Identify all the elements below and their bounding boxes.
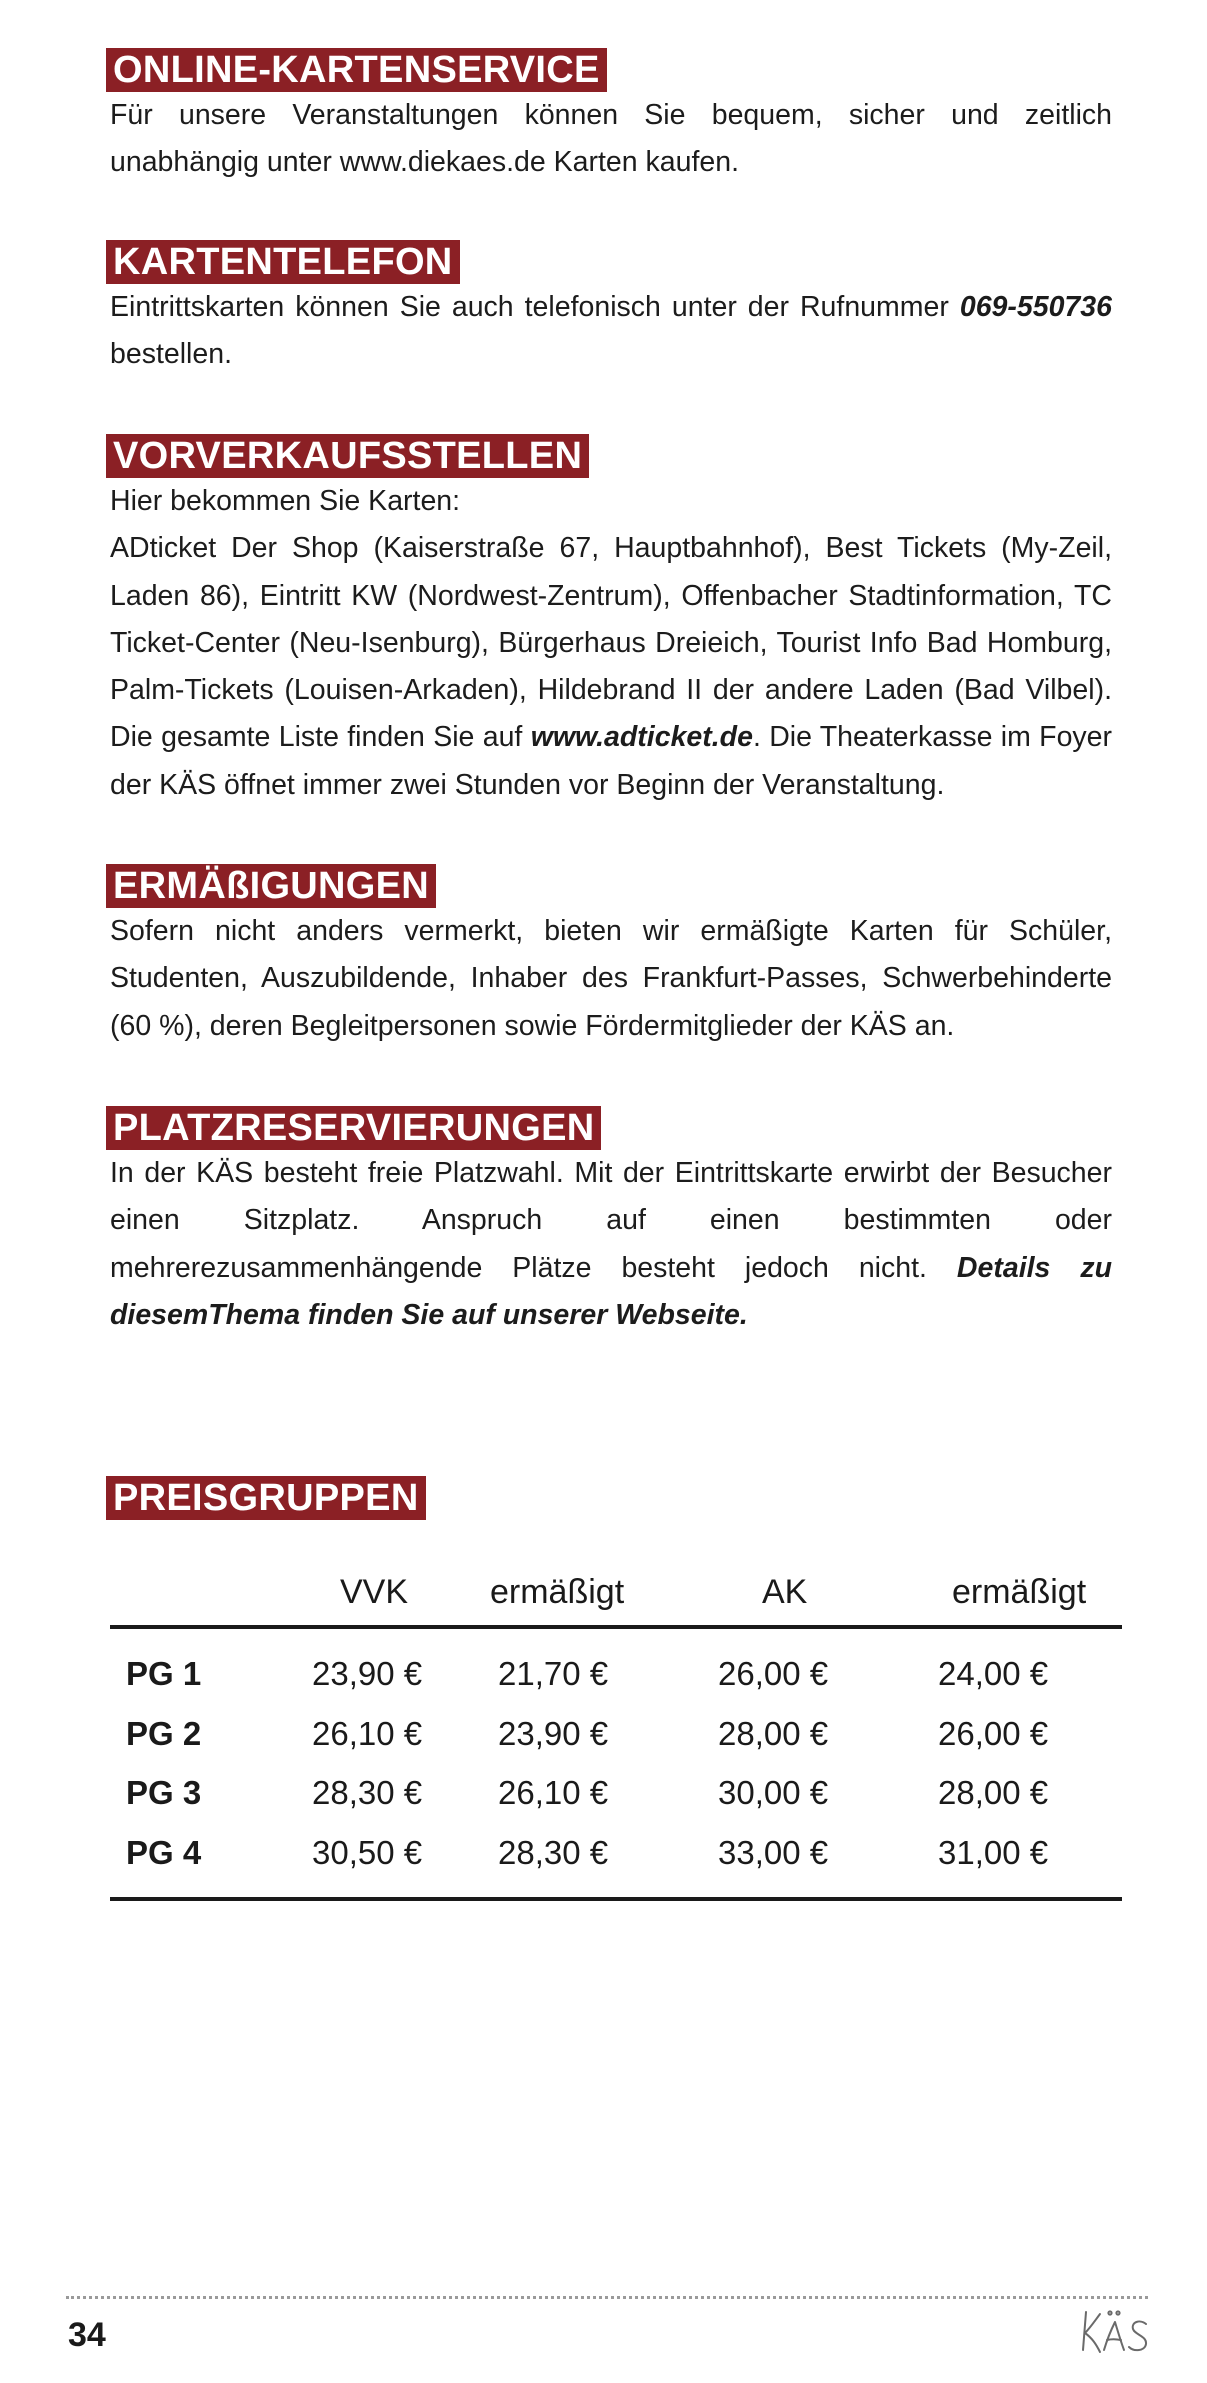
price-table-header xyxy=(110,1555,1122,1629)
kartentelefon-text-before: Eintrittskarten können Sie auch telefonisch unter der Rufnummer xyxy=(110,291,960,323)
section-platzreservierungen xyxy=(110,1106,1112,1339)
section-ermaessigungen xyxy=(110,864,1112,1050)
platzreservierungen-text-main: In der KÄS besteht freie Platzwahl. Mit der Eintrittskarte erwirbt der Besucher einen Sitzplatz. Anspruch auf einen bestimmten oder mehrerezusammenhängende Plätze besteht jedoch nicht. xyxy=(110,1157,1112,1284)
price-ak-ermaessigt: 31,00 € xyxy=(938,1833,1049,1871)
section-vorverkaufsstellen xyxy=(110,434,1112,809)
adticket-link: www.adticket.de xyxy=(530,721,753,754)
price-ak: 26,00 € xyxy=(718,1655,829,1692)
vorverkaufsstellen-text xyxy=(110,525,1112,809)
table-row xyxy=(110,1643,1122,1703)
kartentelefon-text xyxy=(110,284,1112,379)
section-online-kartenservice xyxy=(110,48,1112,187)
section-preisgruppen xyxy=(110,1476,1112,1520)
price-vvk-ermaessigt: 23,90 € xyxy=(498,1714,609,1752)
price-vvk-ermaessigt: 28,30 € xyxy=(498,1833,609,1871)
price-vvk-ermaessigt: 21,70 € xyxy=(498,1655,609,1692)
price-vvk-ermaessigt: 26,10 € xyxy=(498,1774,609,1811)
header-vvk: VVK xyxy=(340,1573,409,1611)
phone-number: 069-550736 xyxy=(959,291,1112,323)
price-ak-ermaessigt: 24,00 € xyxy=(938,1655,1049,1692)
price-group-label: PG 4 xyxy=(126,1833,202,1871)
page-number: 34 xyxy=(68,2316,106,2354)
section-kartentelefon xyxy=(110,240,1112,379)
kartentelefon-text-after: bestellen. xyxy=(110,338,233,371)
price-ak-ermaessigt: 28,00 € xyxy=(938,1774,1049,1811)
price-table xyxy=(110,1555,1122,1901)
header-ak-ermaessigt: ermäßigt xyxy=(952,1573,1087,1611)
price-ak: 30,00 € xyxy=(718,1774,829,1811)
heading-kartentelefon: KARTENTELEFON xyxy=(106,240,460,284)
vorverkaufsstellen-text-after: . Die Theaterkasse im Foyer der KÄS öffnet immer zwei Stunden vor Beginn der Veranstaltung. xyxy=(110,721,1113,801)
platzreservierungen-emphasis: Details zu diesemThema finden Sie auf unserer Webseite. xyxy=(110,1251,1113,1331)
online-kartenservice-text: Für unsere Veranstaltungen können Sie bequem, sicher und zeitlich unabhängig unter www.diekaes.de Karten kaufen. xyxy=(110,99,1112,179)
table-row xyxy=(110,1762,1122,1822)
vorverkaufsstellen-intro: Hier bekommen Sie Karten: xyxy=(110,485,461,517)
ermaessigungen-text: Sofern nicht anders vermerkt, bieten wir ermäßigte Karten für Schüler, Studenten, Auszubildende, Inhaber des Frankfurt-Passes, Schwerbehinderte (60 %), deren Begleitpersonen sowie Fördermitglieder der KÄS an. xyxy=(110,915,1112,1042)
heading-online-kartenservice: ONLINE-KARTENSERVICE xyxy=(106,48,607,92)
price-ak: 28,00 € xyxy=(718,1714,829,1752)
price-vvk: 28,30 € xyxy=(312,1774,423,1811)
table-row xyxy=(110,1822,1122,1882)
price-group-label: PG 3 xyxy=(126,1774,202,1811)
kaes-logo-icon xyxy=(1076,2300,1156,2362)
price-group-label: PG 1 xyxy=(126,1655,202,1692)
heading-vorverkaufsstellen: VORVERKAUFSSTELLEN xyxy=(106,434,589,478)
heading-preisgruppen: PREISGRUPPEN xyxy=(106,1476,426,1520)
price-vvk: 30,50 € xyxy=(312,1833,423,1871)
vorverkaufsstellen-text-before: ADticket Der Shop (Kaiserstraße 67, Hauptbahnhof), Best Tickets (My-Zeil, Laden 86), Eintritt KW (Nordwest-Zentrum), Offenbacher Stadtinformation, TC Ticket-Center (Neu-Isenburg), Bürgerhaus Dreieich, Tourist Info Bad Homburg, Palm-Tickets (Louisen-Arkaden), Hildebrand II der andere Laden (Bad Vilbel). Die gesamte Liste finden Sie auf xyxy=(110,532,1112,754)
price-group-label: PG 2 xyxy=(126,1714,202,1752)
kaes-logo xyxy=(1076,2300,1156,2362)
price-table-body xyxy=(110,1629,1122,1901)
platzreservierungen-text xyxy=(110,1150,1112,1339)
price-ak: 33,00 € xyxy=(718,1833,829,1871)
price-vvk: 23,90 € xyxy=(312,1655,423,1692)
table-row xyxy=(110,1703,1122,1763)
footer-divider xyxy=(66,2296,1148,2299)
heading-platzreservierungen: PLATZRESERVIERUNGEN xyxy=(106,1106,601,1150)
heading-ermaessigungen: ERMÄßIGUNGEN xyxy=(106,864,436,908)
header-ak: AK xyxy=(762,1573,808,1611)
header-vvk-ermaessigt: ermäßigt xyxy=(490,1573,625,1611)
price-ak-ermaessigt: 26,00 € xyxy=(938,1714,1049,1752)
price-vvk: 26,10 € xyxy=(312,1714,423,1752)
